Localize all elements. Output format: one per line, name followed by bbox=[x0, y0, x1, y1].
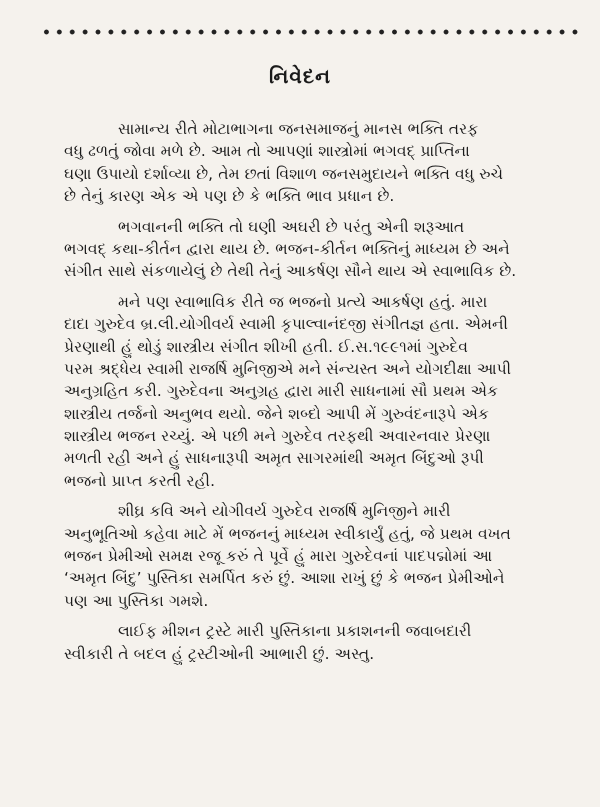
text-line: ‘અમૃત બિંદુ’ પુસ્તિકા સમર્પિત કરું છું. આશા રાખું છું કે ભજન પ્રેમીઓને bbox=[64, 569, 505, 588]
paragraph bbox=[64, 118, 580, 208]
paragraph bbox=[64, 500, 580, 612]
text-line: ભજનો પ્રાપ્ત કરતી રહી. bbox=[64, 471, 216, 490]
dotted-rule bbox=[40, 28, 580, 36]
text-line: ભજન પ્રેમીઓ સમક્ષ રજૂ કરું તે પૂર્વે હું મારા ગુરુદેવનાં પાદપદ્મોમાં આ bbox=[64, 547, 493, 566]
text-line: શાસ્ત્રીય ભજન રચ્યું. એ પછી મને ગુરુદેવ તરફથી અવારનવાર પ્રેરણા bbox=[64, 427, 491, 446]
text-line: છે તેનું કારણ એક એ પણ છે કે ભક્તિ ભાવ પ્રધાન છે. bbox=[64, 187, 395, 206]
paragraph bbox=[64, 620, 580, 665]
text-line: દાદા ગુરુદેવ બ્ર.લી.યોગીવર્ય સ્વામી કૃપાલ્વાનંદજી સંગીતજ્ઞ હતા. એમની bbox=[64, 315, 509, 334]
paragraph bbox=[64, 291, 580, 493]
text-line: સ્વીકારી તે બદલ હું ટ્રસ્ટીઓની આભારી છું. અસ્તુ. bbox=[64, 644, 375, 663]
text-line: ભગવાનની ભક્તિ તો ઘણી અઘરી છે પરંતુ એની શરૂઆત bbox=[118, 217, 465, 236]
page-title: નિવેદન bbox=[269, 64, 331, 88]
text-line: ઘણા ઉપાયો દર્શાવ્યા છે, તેમ છતાં વિશાળ જનસમુદાયને ભક્તિ વધુ રુચે bbox=[64, 164, 504, 183]
text-line: લાઈફ મીશન ટ્રસ્ટે મારી પુસ્તિકાના પ્રકાશનની જવાબદારી bbox=[118, 622, 472, 641]
text-line: અનુગ્રહિત કરી. ગુરુદેવના અનુગ્રહ દ્વારા મારી સાધનામાં સૌ પ્રથમ એક bbox=[64, 382, 499, 401]
text-line: મળતી રહી અને હું સાધનારૂપી અમૃત સાગરમાંથી અમૃત બિંદુઓ રૂપી bbox=[64, 449, 484, 468]
text-line: ભગવદ્ કથા-કીર્તન દ્વારા થાય છે. ભજન-કીર્તન ભક્તિનું માધ્યમ છે અને bbox=[64, 239, 510, 258]
text-line: પરમ શ્રદ્ધેય સ્વામી રાજર્ષિ મુનિજીએ મને સંન્યસ્ત અને યોગદીક્ષા આપી bbox=[64, 359, 512, 378]
paragraph bbox=[64, 216, 580, 283]
text-line: પ્રેરણાથી હું થોડું શાસ્ત્રીય સંગીત શીખી હતી. ઈ.સ.૧૯૯૧માં ગુરુદેવ bbox=[64, 337, 469, 356]
text-line: સંગીત સાથે સંકળાયેલું છે તેથી તેનું આકર્ષણ સૌને થાય એ સ્વાભાવિક છે. bbox=[64, 262, 517, 281]
text-line: મને પણ સ્વાભાવિક રીતે જ ભજનો પ્રત્યે આકર્ષણ હતું. મારા bbox=[118, 292, 488, 311]
text-line: અનુભૂતિઓ કહેવા માટે મેં ભજનનું માધ્યમ સ્વીકાર્યું હતું, જે પ્રથમ વખત bbox=[64, 524, 511, 543]
text-line: સામાન્ય રીતે મોટાભાગના જનસમાજનું માનસ ભક્તિ તરફ bbox=[118, 120, 479, 138]
text-line: શાસ્ત્રીય તર્જનો અનુભવ થયો. જેને શબ્દો આપી મેં ગુરુવંદનારૂપે એક bbox=[64, 404, 489, 423]
body-text bbox=[64, 118, 580, 673]
text-line: વધુ ઢળતું જોવા મળે છે. આમ તો આપણાં શાસ્ત્રોમાં ભગવદ્ પ્રાપ્તિના bbox=[64, 142, 470, 161]
text-line: પણ આ પુસ્તિકા ગમશે. bbox=[64, 591, 209, 610]
text-line: શીઘ્ર કવિ અને યોગીવર્ય ગુરુદેવ રાજર્ષિ મુનિજીને મારી bbox=[118, 502, 451, 521]
